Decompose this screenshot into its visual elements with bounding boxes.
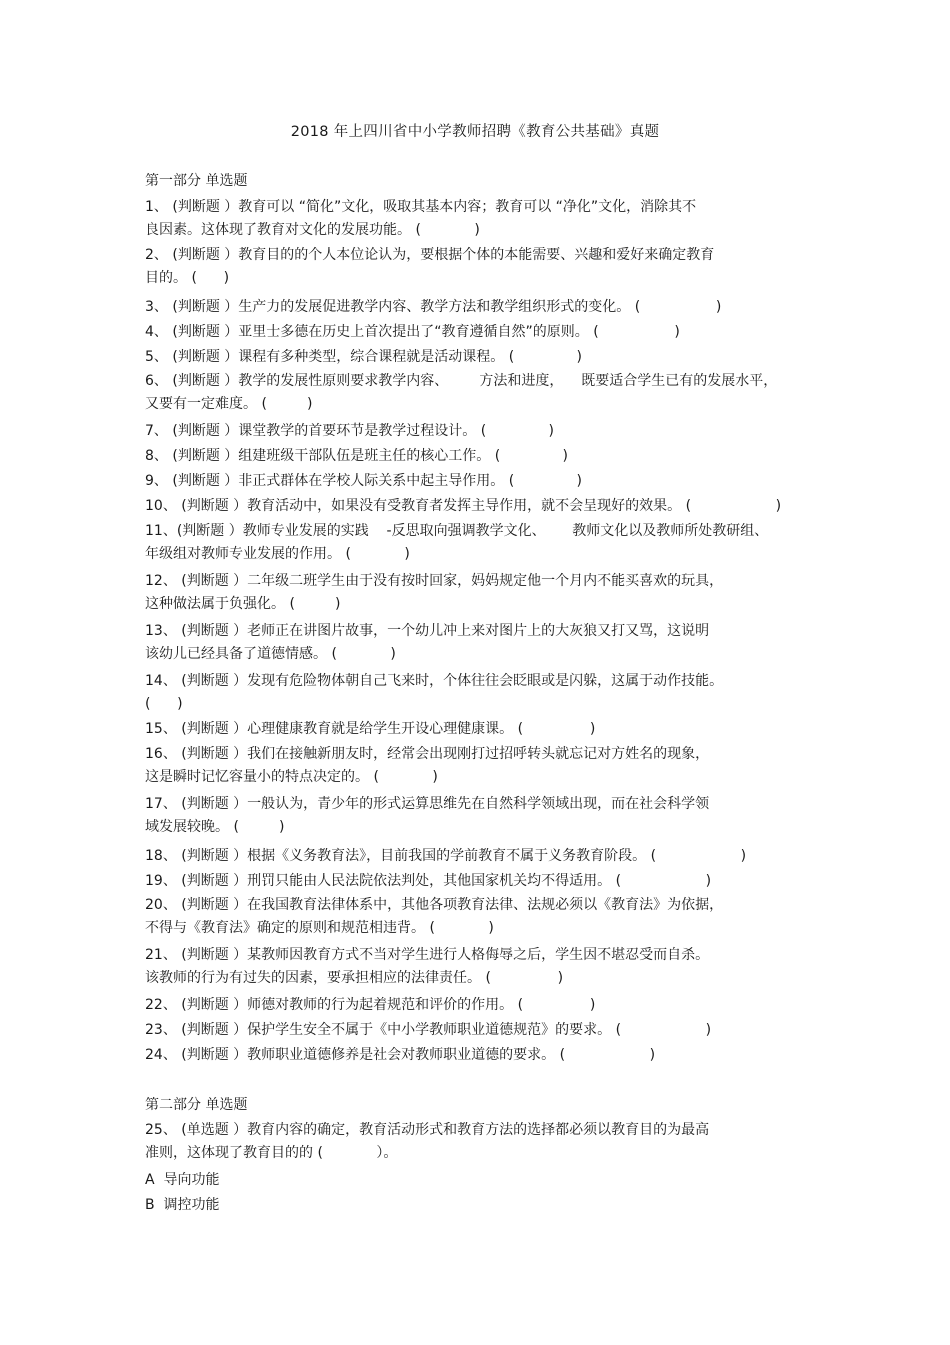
question-item	[145, 1019, 795, 1042]
question-text-line: 25、 (单选题 ）教育内容的确定，教育活动形式和教育方法的选择都必须以教育目的为最高	[145, 1122, 710, 1138]
question-item	[145, 944, 795, 990]
question-text-line: 22、 (判断题 ）师德对教师的行为起着规范和评价的作用。 ( )	[145, 997, 596, 1013]
question-item	[145, 743, 795, 789]
question-text-line: 13、 (判断题 ）老师正在讲图片故事，一个幼儿冲上来对图片上的大灰狼又打又骂，这说明	[145, 623, 710, 639]
question-text-line: 6、 (判断题 ）教学的发展性原则要求教学内容、 方法和进度， 既要适合学生已有的发展水平，	[145, 373, 778, 389]
question-item	[145, 718, 795, 741]
question-text-line: 18、 (判断题 ）根据《义务教育法》，目前我国的学前教育不属于义务教育阶段。 ( )	[145, 848, 747, 864]
question-text-line: 16、 (判断题 ）我们在接触新朋友时，经常会出现刚打过招呼转头就忘记对方姓名的现象，	[145, 746, 710, 762]
question-text-line: 5、 (判断题 ）课程有多种类型，综合课程就是活动课程。 ( )	[145, 349, 582, 365]
question-item	[145, 445, 795, 468]
question-item	[145, 470, 795, 493]
question-item	[145, 370, 795, 416]
question-item	[145, 495, 795, 518]
question-text-line: 23、 (判断题 ）保护学生安全不属于《中小学教师职业道德规范》的要求。 ( )	[145, 1022, 712, 1038]
question-text-line: 这是瞬时记忆容量小的特点决定的。 ( )	[145, 769, 438, 785]
question-text-line: 3、 (判断题 ）生产力的发展促进教学内容、教学方法和教学组织形式的变化。 ( )	[145, 299, 722, 315]
section-heading-part1: 第一部分 单选题	[145, 173, 248, 189]
question-text-line: 该幼儿已经具备了道德情感。 ( )	[145, 646, 396, 662]
question-text-line: 年级组对教师专业发展的作用。 ( )	[145, 546, 410, 562]
question-text-line: 又要有一定难度。 ( )	[145, 396, 313, 412]
section-heading-part2: 第二部分 单选题	[145, 1097, 248, 1113]
question-item	[145, 1044, 795, 1067]
question-text-line: 目的。 ( )	[145, 270, 230, 286]
question-text-line: 20、 (判断题 ）在我国教育法律体系中，其他各项教育法律、法规必须以《教育法》为依据，	[145, 897, 724, 913]
question-text-line: 该教师的行为有过失的因素，要承担相应的法律责任。 ( )	[145, 970, 564, 986]
question-item	[145, 244, 795, 290]
question-text-line: 12、 (判断题 ）二年级二班学生由于没有按时回家，妈妈规定他一个月内不能买喜欢的玩具，	[145, 573, 724, 589]
question-text-line: 14、 (判断题 ）发现有危险物体朝自己飞来时，个体往往会眨眼或是闪躲，这属于动作技能。	[145, 673, 724, 689]
question-text-line: 1、 (判断题 ）教育可以 “简化”文化，吸取其基本内容；教育可以 “净化”文化，消除其不	[145, 199, 697, 215]
answer-option: B 调控功能	[145, 1197, 220, 1213]
question-text-line: 19、 (判断题 ）刑罚只能由人民法院依法判处，其他国家机关均不得适用。 ( )	[145, 873, 712, 889]
question-item	[145, 346, 795, 369]
question-item	[145, 196, 795, 242]
question-text-line: 4、 (判断题 ）亚里士多德在历史上首次提出了“教育遵循自然”的原则。 ( )	[145, 324, 680, 340]
question-item	[145, 620, 795, 666]
question-text-line: 21、 (判断题 ）某教师因教育方式不当对学生进行人格侮辱之后，学生因不堪忍受而自杀。	[145, 947, 710, 963]
question-item	[145, 845, 795, 868]
answer-option: A 导向功能	[145, 1172, 220, 1188]
question-text-line: 9、 (判断题 ）非正式群体在学校人际关系中起主导作用。 ( )	[145, 473, 582, 489]
question-text-line: 11、(判断题 ）教师专业发展的实践 -反思取向强调教学文化、 教师文化以及教师所处教研组、	[145, 523, 769, 539]
question-item	[145, 321, 795, 344]
question-text-line: 域发展较晚。 ( )	[145, 819, 285, 835]
question-text-line: 8、 (判断题 ）组建班级干部队伍是班主任的核心工作。 ( )	[145, 448, 568, 464]
question-item	[145, 570, 795, 616]
question-text-line: 15、 (判断题 ）心理健康教育就是给学生开设心理健康课。 ( )	[145, 721, 596, 737]
question-text-line: 良因素。这体现了教育对文化的发展功能。 ( )	[145, 222, 480, 238]
question-text-line: 17、 (判断题 ）一般认为，青少年的形式运算思维先在自然科学领域出现，而在社会科学领	[145, 796, 710, 812]
question-text-line: 不得与《教育法》确定的原则和规范相违背。 ( )	[145, 920, 494, 936]
question-text-line: 24、 (判断题 ）教师职业道德修养是社会对教师职业道德的要求。 ( )	[145, 1047, 656, 1063]
question-item	[145, 793, 795, 839]
question-text-line: 准则，这体现了教育目的的 ( ）。	[145, 1145, 398, 1161]
question-item	[145, 296, 795, 319]
question-item	[145, 994, 795, 1017]
question-text-line: 7、 (判断题 ）课堂教学的首要环节是教学过程设计。 ( )	[145, 423, 554, 439]
question-item	[145, 1119, 795, 1165]
question-item	[145, 420, 795, 443]
question-item	[145, 870, 795, 893]
document-title: 2018 年上四川省中小学教师招聘《教育公共基础》真题	[290, 124, 660, 140]
question-item	[145, 670, 795, 716]
question-text-line: 10、 (判断题 ）教育活动中，如果没有受教育者发挥主导作用，就不会呈现好的效果。 ( )	[145, 498, 782, 514]
question-text-line: 2、 (判断题 ）教育目的的个人本位论认为，要根据个体的本能需要、兴趣和爱好来确定教育	[145, 247, 715, 263]
question-item	[145, 520, 795, 566]
question-item	[145, 894, 795, 940]
question-text-line: ( )	[145, 696, 183, 712]
question-text-line: 这种做法属于负强化。 ( )	[145, 596, 341, 612]
